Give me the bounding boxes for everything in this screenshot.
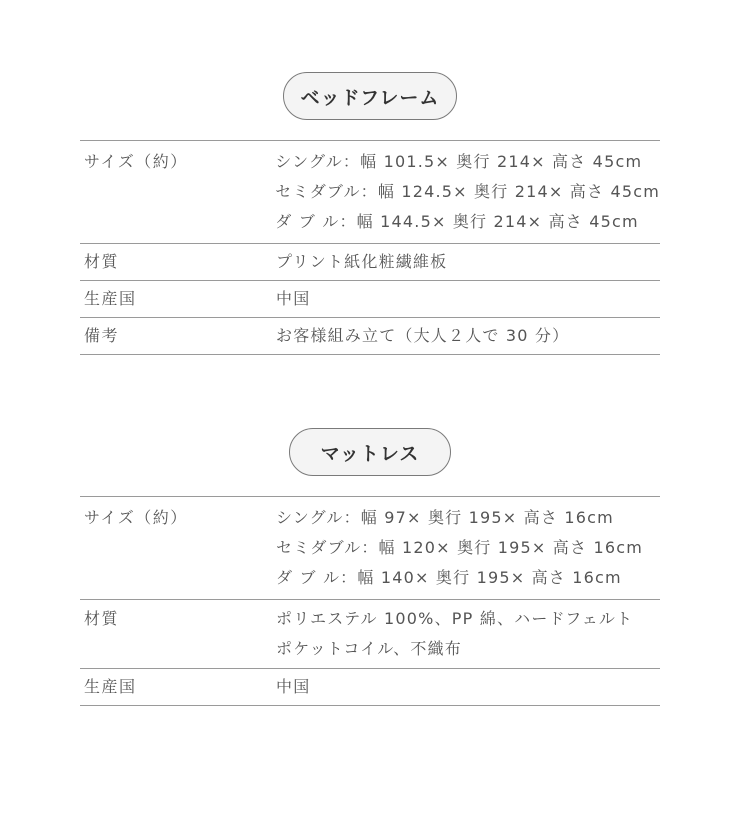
bed-frame-heading-wrap [80, 72, 660, 120]
spec-label: 生産国 [84, 677, 137, 696]
spec-row-material [80, 600, 660, 669]
size-single: シングル：幅 101.5× 奥行 214× 高さ 45cm [275, 152, 643, 171]
spec-row-size [80, 497, 660, 600]
spec-values [276, 604, 660, 664]
spec-values [275, 147, 660, 237]
spec-row-material [80, 244, 660, 281]
spec-label: 備考 [84, 326, 120, 345]
mattress-spec-table [80, 496, 660, 706]
material-value: プリント紙化粧繊維板 [276, 252, 448, 271]
size-double: ダ ブ ル：幅 144.5× 奥行 214× 高さ 45cm [275, 212, 639, 231]
spec-label: 材質 [84, 252, 120, 271]
spec-values [276, 503, 660, 593]
spec-row-notes [80, 318, 660, 355]
size-semi-double: セミダブル：幅 120× 奥行 195× 高さ 16cm [276, 538, 644, 557]
spec-row-country [80, 281, 660, 318]
notes-value: お客様組み立て（大人２人で 30 分） [276, 326, 570, 345]
spec-values [276, 321, 660, 351]
spec-label: サイズ（約） [84, 508, 188, 527]
spec-row-country [80, 669, 660, 706]
mattress-heading: マットレス [289, 428, 451, 476]
size-single: シングル：幅 97× 奥行 195× 高さ 16cm [276, 508, 614, 527]
spec-row-size [80, 141, 660, 244]
country-value: 中国 [276, 289, 311, 308]
spec-label: サイズ（約） [84, 152, 188, 171]
size-double: ダ ブ ル：幅 140× 奥行 195× 高さ 16cm [276, 568, 622, 587]
bed-frame-spec-table [80, 140, 660, 355]
spec-values [276, 284, 660, 314]
size-semi-double: セミダブル：幅 124.5× 奥行 214× 高さ 45cm [275, 182, 660, 201]
spec-values [276, 672, 660, 702]
bed-frame-heading: ベッドフレーム [283, 72, 457, 120]
material-value-line-2: ポケットコイル、不織布 [276, 639, 463, 658]
spec-label: 材質 [84, 609, 120, 628]
spec-values [276, 247, 660, 277]
material-value-line-1: ポリエステル 100%、PP 綿、ハードフェルト [276, 609, 634, 628]
country-value: 中国 [276, 677, 311, 696]
spec-label: 生産国 [84, 289, 137, 308]
mattress-heading-wrap [80, 428, 660, 476]
